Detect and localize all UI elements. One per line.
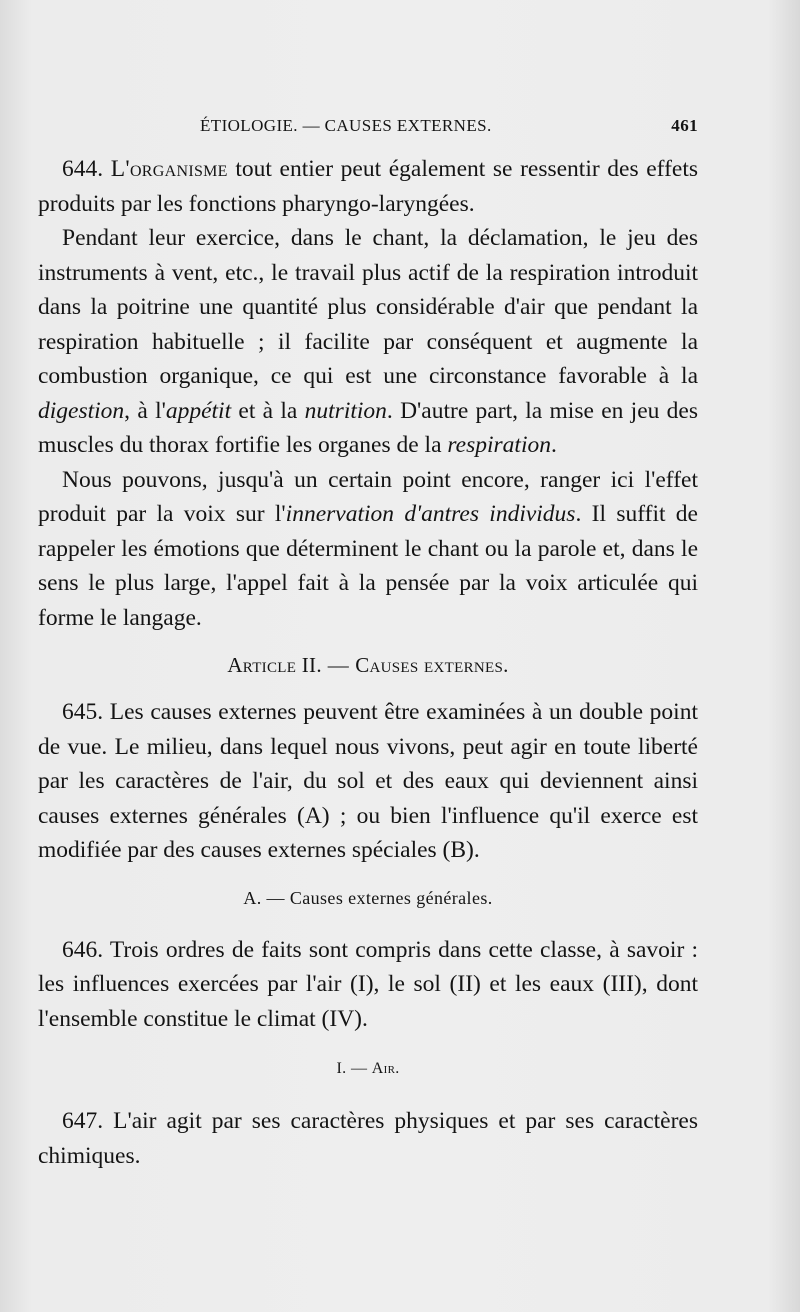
article-label: Article II. [227, 653, 322, 677]
page-body [38, 152, 698, 1173]
heading-dash: — [321, 653, 356, 677]
paragraph-text: Les causes externes peuvent être examinées à un double point de vue. Le milieu, dans lequel nous vivons, peut agir en toute liberté par les caractères de l'air, du sol et des eaux qui deviennent ainsi causes externes générales (A) ; ou bien l'influence qu'il exerce est modifiée par des causes externes spéciales (B). [38, 699, 698, 863]
section-heading-i [38, 1052, 698, 1086]
paragraph-number: 644. [62, 156, 104, 182]
paragraph-number: 647. [62, 1108, 104, 1134]
text-run: . Il suffit de rappeler les émotions que déterminent le chant ou la parole et, dans le sens le plus large, l'appel fait à la pensée par la voix articulée qui forme le langage. [38, 501, 698, 631]
section-number: I. — [336, 1060, 372, 1077]
lead-word: L'organisme [110, 156, 228, 182]
italic-term: respiration [447, 432, 551, 458]
text-run: Pendant leur exercice, dans le chant, la déclamation, le jeu des instruments à vent, etc., le travail plus actif de la respiration introduit dans la poitrine une quantité plus considérable d'air que pendant la respiration habituelle ; il facilite par conséquent et augmente la combustion organique, ce qui est une circonstance favorable à la [38, 225, 698, 389]
paragraph-number: 645. [62, 699, 104, 725]
italic-term: nutrition [304, 397, 387, 424]
paragraph-number: 646. [62, 936, 104, 963]
paragraph-text: tout entier peut également se ressentir des effets produits par les fonctions pharyngo-laryngées. [38, 156, 698, 217]
page-number: 461 [671, 116, 698, 135]
section-heading-a: A. — Causes externes générales. [243, 887, 493, 908]
text-run: et à la [231, 397, 305, 424]
article-title: Causes externes. [355, 653, 509, 677]
paragraph-644 [38, 152, 698, 221]
paragraph-text: Trois ordres de faits sont compris dans cette classe, à savoir : les influences exercées par l'air (I), le sol (II) et les eaux (III), dont l'ensemble constitue le climat (IV). [38, 936, 698, 1032]
text-run: . D'autre part, la mise en jeu des muscles du thorax fortifie les organes de la [38, 397, 698, 458]
paragraph-644-b [38, 221, 698, 463]
italic-term: digestion [38, 397, 125, 424]
italic-term: appétit [165, 397, 232, 424]
paragraph-647 [38, 1104, 698, 1173]
running-title: ÉTIOLOGIE. — CAUSES EXTERNES. [200, 116, 492, 135]
paragraph-646 [38, 933, 698, 1037]
paragraph-text: L'air agit par ses caractères physiques et par ses caractères chimiques. [38, 1108, 698, 1169]
paragraph-644-c [38, 463, 698, 636]
paragraph-645 [38, 695, 698, 868]
section-title: Air. [371, 1060, 400, 1077]
article-heading [38, 648, 698, 682]
text-run: , à l' [124, 397, 166, 424]
text-run: Nous pouvons, jusqu'à un certain point encore, ranger ici l'effet produit par la voix sur l' [38, 466, 698, 527]
italic-term: innervation d'antres individus [285, 501, 576, 527]
text-run: . [551, 432, 557, 458]
